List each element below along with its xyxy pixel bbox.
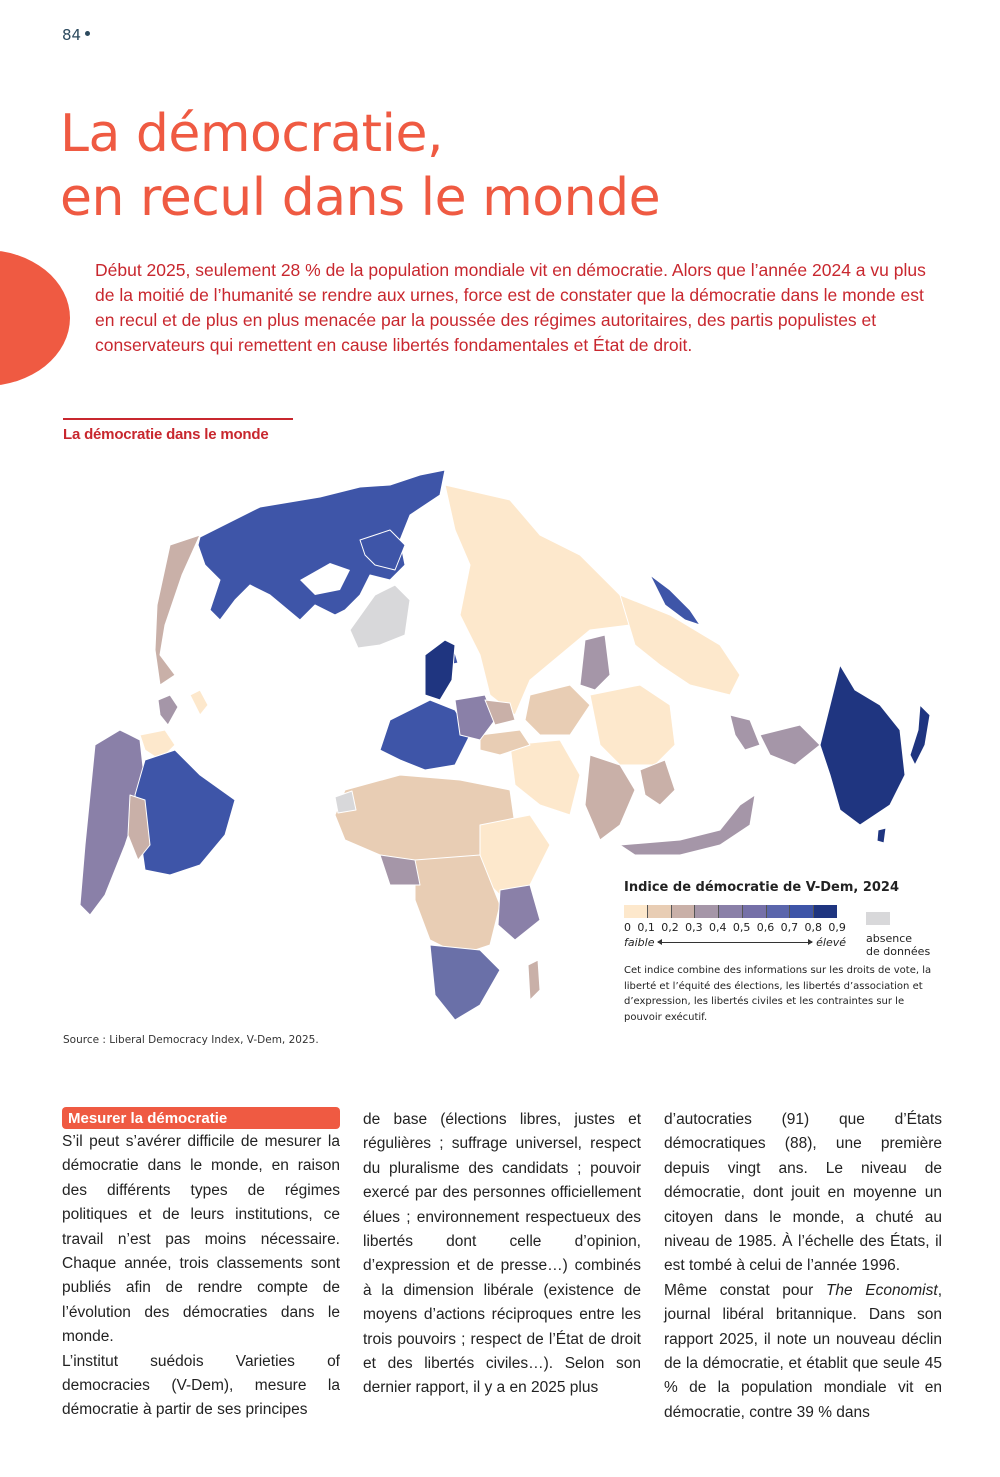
legend-no-data-line-1: absence bbox=[866, 932, 913, 945]
legend-swatch bbox=[624, 905, 647, 918]
page-title bbox=[60, 102, 660, 230]
article-column-3 bbox=[664, 1108, 942, 1425]
map-region-central-america bbox=[158, 695, 178, 725]
title-line-1: La démocratie, bbox=[60, 104, 444, 164]
map-region-tasmania bbox=[877, 828, 886, 843]
legend-swatch bbox=[694, 905, 718, 918]
map-region-new-zealand bbox=[910, 705, 930, 765]
legend-swatch bbox=[718, 905, 742, 918]
map-region-southern-africa bbox=[430, 945, 500, 1020]
legend-swatch bbox=[813, 905, 837, 918]
legend-scale-direction bbox=[624, 936, 846, 949]
legend-tick: 0,9 bbox=[828, 921, 846, 934]
legend-color-scale bbox=[624, 905, 837, 918]
legend-tick: 0,3 bbox=[685, 921, 703, 934]
map-region-west-africa-coast bbox=[380, 855, 420, 885]
section-heading: Mesurer la démocratie bbox=[62, 1107, 340, 1129]
decorative-circle bbox=[0, 250, 70, 386]
paragraph: S’il peut s’avérer difficile de mesurer la démocratie dans le monde, en raison des différents types de régimes politiques et de leurs institutions, ce travail n’est pas moins nécessaire. Chaque année, trois classements sont publiés afin de rendre compte de l’évolution des démocraties dans le monde. bbox=[62, 1133, 340, 1346]
paragraph: L’institut suédois Varieties of democracies (V-Dem), mesure la démocratie à partir de ses principes bbox=[62, 1352, 340, 1419]
paragraph: d’autocraties (91) que d’États démocratiques (88), une première depuis vingt ans. Le niveau de démocratie, dont jouit en moyenne un citoyen dans le monde, a chuté au niveau de 1985. À l’échelle des États, il est tombé à celui de l’année 1996. bbox=[664, 1111, 942, 1275]
text-run: , journal libéral britannique. Dans son rapport 2025, il note un nouveau déclin de la démocratie, et établit que seule 45 % de la population mondiale vit en démocratie, contre 39 % dans bbox=[664, 1281, 942, 1421]
map-legend bbox=[624, 880, 944, 1025]
title-line-2: en recul dans le monde bbox=[60, 168, 661, 228]
map-source: Source : Liberal Democracy Index, V-Dem, 2025. bbox=[63, 1034, 319, 1046]
map-region-png bbox=[760, 725, 820, 765]
map-region-middle-east bbox=[510, 740, 580, 815]
article-column-1 bbox=[62, 1108, 340, 1425]
legend-swatch bbox=[671, 905, 695, 918]
map-region-australia bbox=[820, 665, 905, 825]
map-region-caribbean bbox=[190, 690, 208, 715]
legend-note: Cet indice combine des informations sur les droits de vote, la liberté et l’équité des élections, les libertés d’association et d’expression, les libertés civiles et les contraintes sur le pouvoir exécutif. bbox=[624, 965, 932, 1023]
map-region-southeast-asia bbox=[640, 760, 675, 805]
map-region-india bbox=[585, 755, 635, 840]
paragraph: de base (élections libres, justes et régulières ; suffrage universel, respect du pluralisme des candidats ; pouvoir exercé par des personnes officiellement élues ; environnement respectueux des libertés dont celle d’opinion, d’expression et de presse…) combinés à la dimension libérale (existence de moyens d’actions réciproques entre les trois pouvoirs ; respect de l’État de droit et des libertés civiles…). Selon son dernier rapport, il y a en 2025 plus bbox=[363, 1111, 641, 1397]
map-region-indonesia bbox=[620, 795, 755, 855]
legend-tick: 0,1 bbox=[637, 921, 655, 934]
map-region-brazil bbox=[135, 750, 235, 875]
legend-swatch bbox=[789, 905, 813, 918]
legend-no-data-swatch bbox=[866, 912, 890, 925]
legend-tick: 0,2 bbox=[661, 921, 679, 934]
text-run: Même constat pour bbox=[664, 1281, 826, 1299]
map-region-philippines bbox=[730, 715, 760, 750]
legend-tick: 0,5 bbox=[732, 921, 751, 934]
legend-tick: 0,7 bbox=[780, 921, 799, 934]
legend-swatch bbox=[742, 905, 766, 918]
intro-paragraph: Début 2025, seulement 28 % de la population mondiale vit en démocratie. Alors que l’année 2024 a vu plus de la moitié de l’humanité se rendre aux urnes, force est de constater que la démocratie dans le monde est en recul et de plus en plus menacée par la poussée des régimes autoritaires, des partis populistes et conservateurs qui remettent en cause libertés fondamentales et État de droit. bbox=[95, 260, 926, 355]
map-title: La démocratie dans le monde bbox=[63, 426, 269, 443]
page-number-text: 84 bbox=[62, 26, 82, 44]
legend-low-label: faible bbox=[624, 936, 655, 949]
article-column-2 bbox=[363, 1108, 641, 1425]
legend-tick: 0,6 bbox=[756, 921, 775, 934]
bullet-icon bbox=[85, 31, 90, 36]
article-body bbox=[62, 1108, 942, 1425]
page-number bbox=[62, 26, 90, 44]
map-region-kenya-tanzania bbox=[498, 885, 540, 940]
legend-swatch bbox=[766, 905, 790, 918]
map-region-western-sahara bbox=[335, 791, 356, 813]
legend-no-data-line-2: de données bbox=[866, 945, 931, 958]
map-region-mongolia bbox=[580, 635, 610, 690]
legend-ticks bbox=[624, 921, 846, 934]
map-region-madagascar bbox=[528, 960, 540, 1000]
legend-title: Indice de démocratie de V-Dem, 2024 bbox=[624, 880, 900, 895]
legend-high-label: élevé bbox=[816, 936, 846, 949]
map-region-nordics bbox=[425, 640, 455, 700]
legend-tick: 0,4 bbox=[709, 921, 727, 934]
map-region-central-asia bbox=[525, 685, 590, 735]
legend-tick: 0,8 bbox=[804, 921, 822, 934]
map-region-china bbox=[590, 685, 675, 765]
publication-name: The Economist bbox=[825, 1281, 938, 1299]
legend-no-data-label bbox=[866, 932, 930, 958]
legend-tick: 0 bbox=[624, 921, 631, 934]
double-arrow-icon bbox=[658, 942, 812, 943]
section-rule bbox=[63, 418, 293, 420]
map-region-americas-west bbox=[155, 535, 200, 685]
paragraph bbox=[664, 1279, 942, 1425]
legend-swatch bbox=[647, 905, 671, 918]
